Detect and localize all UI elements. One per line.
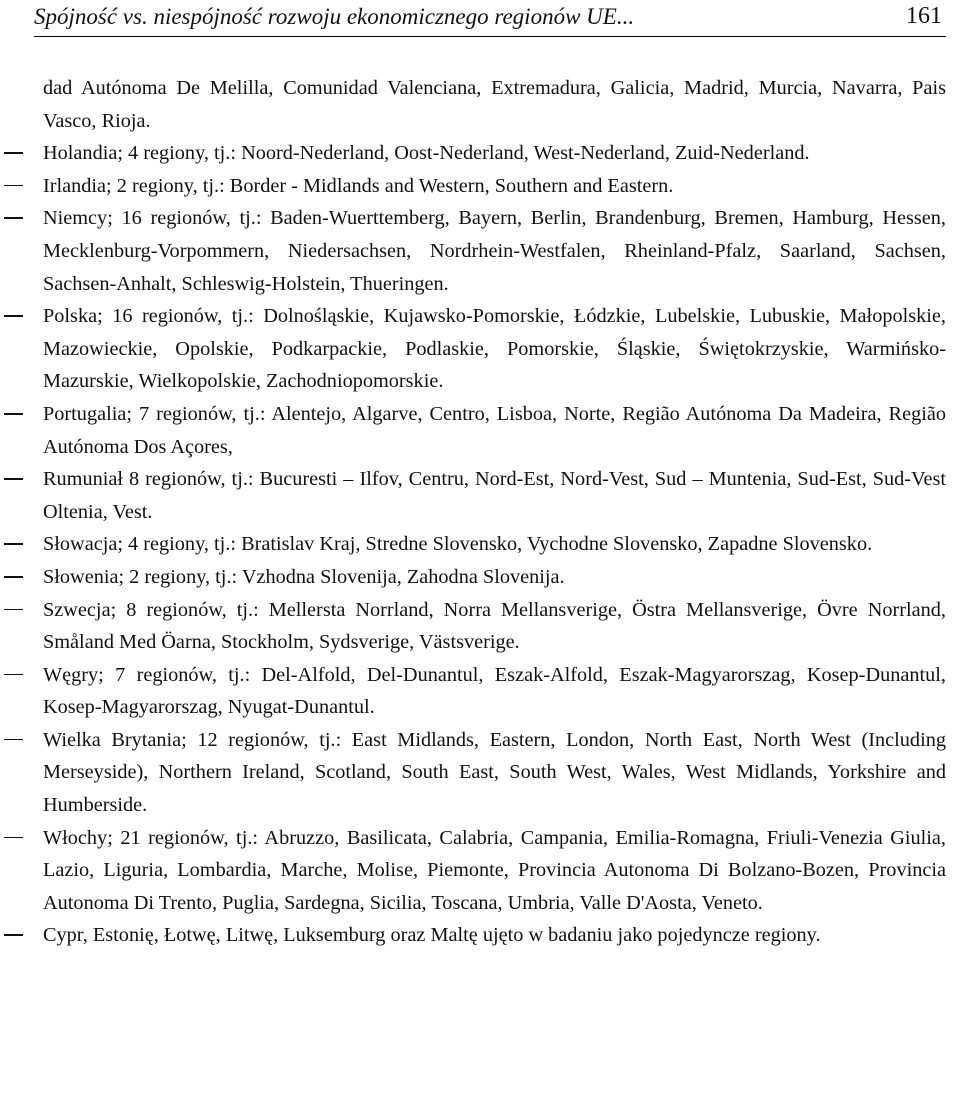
list-item-text: Polska; 16 regionów, tj.: Dolnośląskie, Kujawsko-Pomorskie, Łódzkie, Lubelskie, Lubuskie, Małopolskie, Mazowieckie, Opolskie, Podkarpackie, Podlaskie, Pomorskie, Śląskie, Świętokrzyskie, Warmińsko-Mazurskie, Wielkopolskie, Zachodniopomorskie.	[43, 305, 946, 393]
list-item-polska	[43, 300, 946, 398]
list-item-wlochy	[43, 822, 946, 920]
list-item-rumunia	[43, 463, 946, 528]
dash-bullet-icon	[4, 576, 23, 578]
list-item-text: Słowenia; 2 regiony, tj.: Vzhodna Slovenija, Zahodna Slovenija.	[43, 565, 565, 588]
list-item-text: Portugalia; 7 regionów, tj.: Alentejo, Algarve, Centro, Lisboa, Norte, Região Autónoma Da Madeira, Região Autónoma Dos Açores,	[43, 402, 946, 458]
list-item-slowacja	[43, 528, 946, 561]
intro-paragraph: dad Autónoma De Melilla, Comunidad Valenciana, Extremadura, Galicia, Madrid, Murcia, Navarra, Pais Vasco, Rioja.	[43, 77, 946, 132]
list-item-text: Szwecja; 8 regionów, tj.: Mellersta Norrland, Norra Mellansverige, Östra Mellansverige, Övre Norrland, Småland Med Öarna, Stockholm, Sydsverige, Västsverige.	[43, 598, 946, 654]
dash-bullet-icon	[4, 543, 23, 545]
dash-bullet-icon	[4, 413, 23, 415]
list-item-irlandia	[43, 170, 946, 203]
list-item-text: Irlandia; 2 regiony, tj.: Border - Midlands and Western, Southern and Eastern.	[43, 174, 674, 197]
list-item-portugalia	[43, 398, 946, 463]
dash-bullet-icon	[4, 152, 23, 154]
list-item-text: Holandia; 4 regiony, tj.: Noord-Nederland, Oost-Nederland, West-Nederland, Zuid-Nederland.	[43, 142, 810, 165]
list-item-text: Włochy; 21 regionów, tj.: Abruzzo, Basilicata, Calabria, Campania, Emilia-Romagna, Friuli-Venezia Giulia, Lazio, Liguria, Lombardia, Marche, Molise, Piemonte, Provincia Autonoma Di Bolzano-Bozen, Provincia Autonoma Di Trento, Puglia, Sardegna, Sicilia, Toscana, Umbria, Valle D'Aosta, Veneto.	[43, 826, 946, 914]
body-text	[43, 72, 946, 952]
list-item-wegry	[43, 659, 946, 724]
list-item-text: Wielka Brytania; 12 regionów, tj.: East Midlands, Eastern, London, North East, North West (Including Merseyside), Northern Ireland, Scotland, South East, South West, Wales, West Midlands, Yorkshire and Humberside.	[43, 728, 946, 817]
dash-bullet-icon	[4, 837, 23, 839]
list-item-slowenia	[43, 561, 946, 594]
list-item-holandia	[43, 137, 946, 170]
list-item-text: Cypr, Estonię, Łotwę, Litwę, Luksemburg oraz Maltę ujęto w badaniu jako pojedyncze regiony.	[43, 924, 821, 947]
list-item-text: Słowacja; 4 regiony, tj.: Bratislav Kraj, Stredne Slovensko, Vychodne Slovensko, Zapadne Slovensko.	[43, 533, 873, 556]
list-item-pojedyncze-regiony	[43, 919, 946, 952]
dash-bullet-icon	[4, 217, 23, 219]
list-item-text: Rumuniał 8 regionów, tj.: Bucuresti – Ilfov, Centru, Nord-Est, Nord-Vest, Sud – Muntenia, Sud-Est, Sud-Vest Oltenia, Vest.	[43, 468, 946, 523]
dash-bullet-icon	[4, 739, 23, 741]
dash-bullet-icon	[4, 674, 23, 676]
country-region-list	[43, 137, 946, 952]
dash-bullet-icon	[4, 478, 23, 480]
list-item-wielka-brytania	[43, 724, 946, 822]
running-title: Spójność vs. niespójność rozwoju ekonomicznego regionów UE...	[34, 4, 635, 29]
dash-bullet-icon	[4, 609, 23, 611]
dash-bullet-icon	[4, 934, 23, 936]
running-header	[34, 0, 946, 37]
page-number: 161	[906, 3, 942, 29]
list-item-text: Niemcy; 16 regionów, tj.: Baden-Wuerttemberg, Bayern, Berlin, Brandenburg, Bremen, Hamburg, Hessen, Mecklenburg-Vorpommern, Niedersachsen, Nordrhein-Westfalen, Rheinland-Pfalz, Saarland, Sachsen, Sachsen-Anhalt, Schleswig-Holstein, Thueringen.	[43, 207, 946, 295]
list-item-niemcy	[43, 202, 946, 300]
dash-bullet-icon	[4, 315, 23, 317]
list-item-szwecja	[43, 594, 946, 659]
list-item-text: Węgry; 7 regionów, tj.: Del-Alfold, Del-Dunantul, Eszak-Alfold, Eszak-Magyarorszag, Kosep-Dunantul, Kosep-Magyarorszag, Nyugat-Dunantul.	[43, 663, 946, 719]
dash-bullet-icon	[4, 185, 23, 187]
